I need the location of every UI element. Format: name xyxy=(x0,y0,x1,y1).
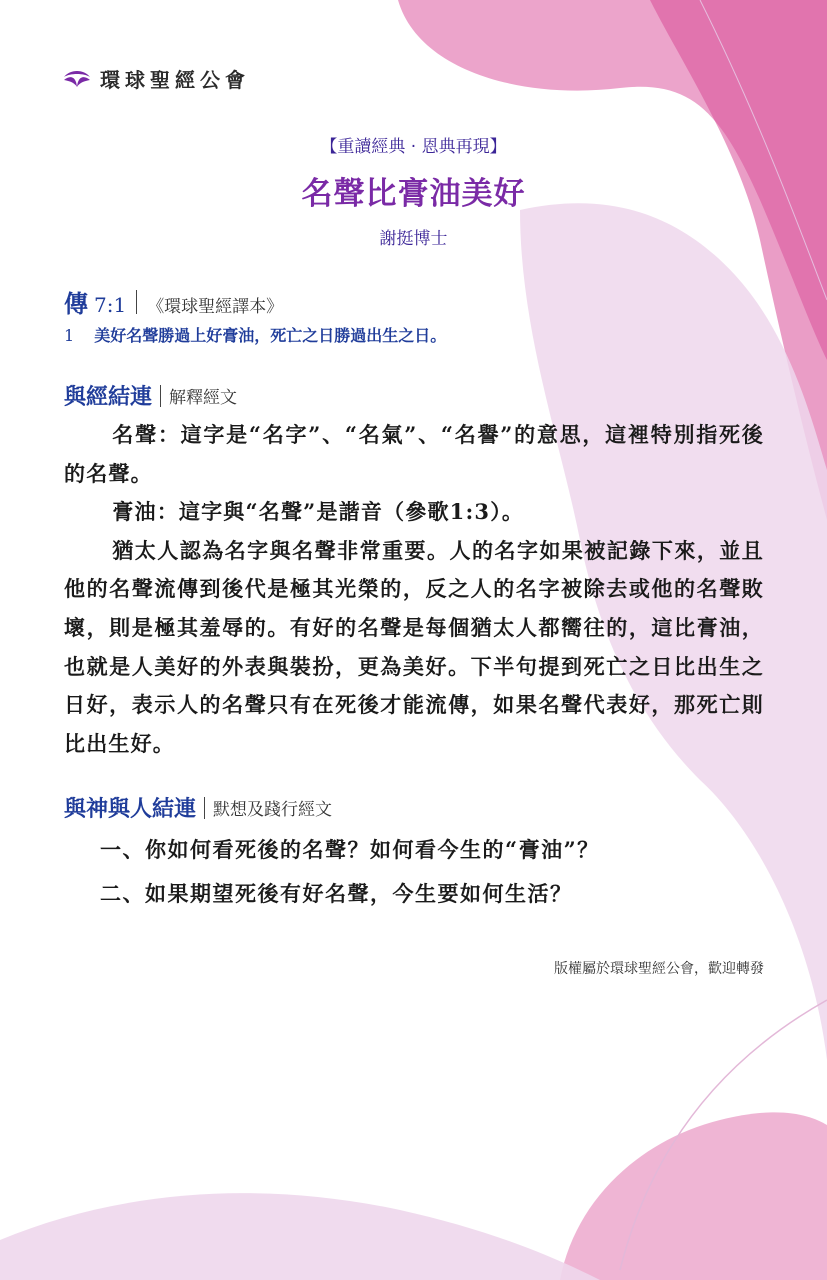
section-title: 與經結連 xyxy=(64,384,153,410)
section-subtitle: 解釋經文 xyxy=(169,388,238,408)
question-item: 二、如果期望死後有好名聲，今生要如何生活？ xyxy=(100,881,573,906)
copyright-notice: 版權屬於環球聖經公會，歡迎轉發 xyxy=(554,961,764,977)
explanation-body xyxy=(64,416,764,763)
paragraph: 名聲：這字是“名字”、“名氣”、“名譽”的意思，這裡特別指死後的名聲。 xyxy=(64,422,764,486)
bible-version: 《環球聖經譯本》 xyxy=(147,297,284,317)
divider xyxy=(136,290,137,314)
paragraph: 膏油：這字與“名聲”是諧音（參歌1:3）。 xyxy=(112,499,525,525)
verse-line xyxy=(64,323,446,346)
section-heading-reflection xyxy=(64,792,332,823)
divider xyxy=(204,797,205,819)
open-book-logo-icon xyxy=(62,67,92,91)
reflection-questions xyxy=(64,828,600,916)
section-subtitle: 默想及踐行經文 xyxy=(213,800,333,820)
book-name: 傳 xyxy=(64,289,88,318)
series-kicker: 【重讀經典 · 恩典再現】 xyxy=(320,137,507,157)
section-title: 與神與人結連 xyxy=(64,796,197,822)
verse-text: 美好名聲勝過上好膏油，死亡之日勝過出生之日。 xyxy=(94,326,447,345)
scripture-reference xyxy=(64,284,283,319)
page-title: 名聲比膏油美好 xyxy=(301,176,526,212)
question-item: 一、你如何看死後的名聲？如何看今生的“膏油”？ xyxy=(100,837,600,862)
divider xyxy=(160,385,161,407)
paragraph: 猶太人認為名字與名聲非常重要。人的名字如果被記錄下來，並且他的名聲流傳到後代是極其光榮的，反之人的名字被除去或他的名聲敗壞，則是極其羞辱的。有好的名聲是每個猶太人都嚮往的，這比膏油，也就是人美好的外表與裝扮，更為美好。下半句提到死亡之日比出生之日好，表示人的名聲只有在死後才能流傳，如果名聲代表好，那死亡則比出生好。 xyxy=(64,537,764,756)
bottom-light-blob xyxy=(0,1193,600,1280)
verse-number: 1 xyxy=(64,326,75,345)
org-logo xyxy=(62,64,250,93)
bottom-pink-blob xyxy=(560,1112,827,1280)
section-heading-explanation xyxy=(64,380,237,411)
org-name: 環球聖經公會 xyxy=(100,68,250,92)
chapter-verse: 7:1 xyxy=(94,293,127,317)
author-name: 謝挺博士 xyxy=(379,229,448,249)
